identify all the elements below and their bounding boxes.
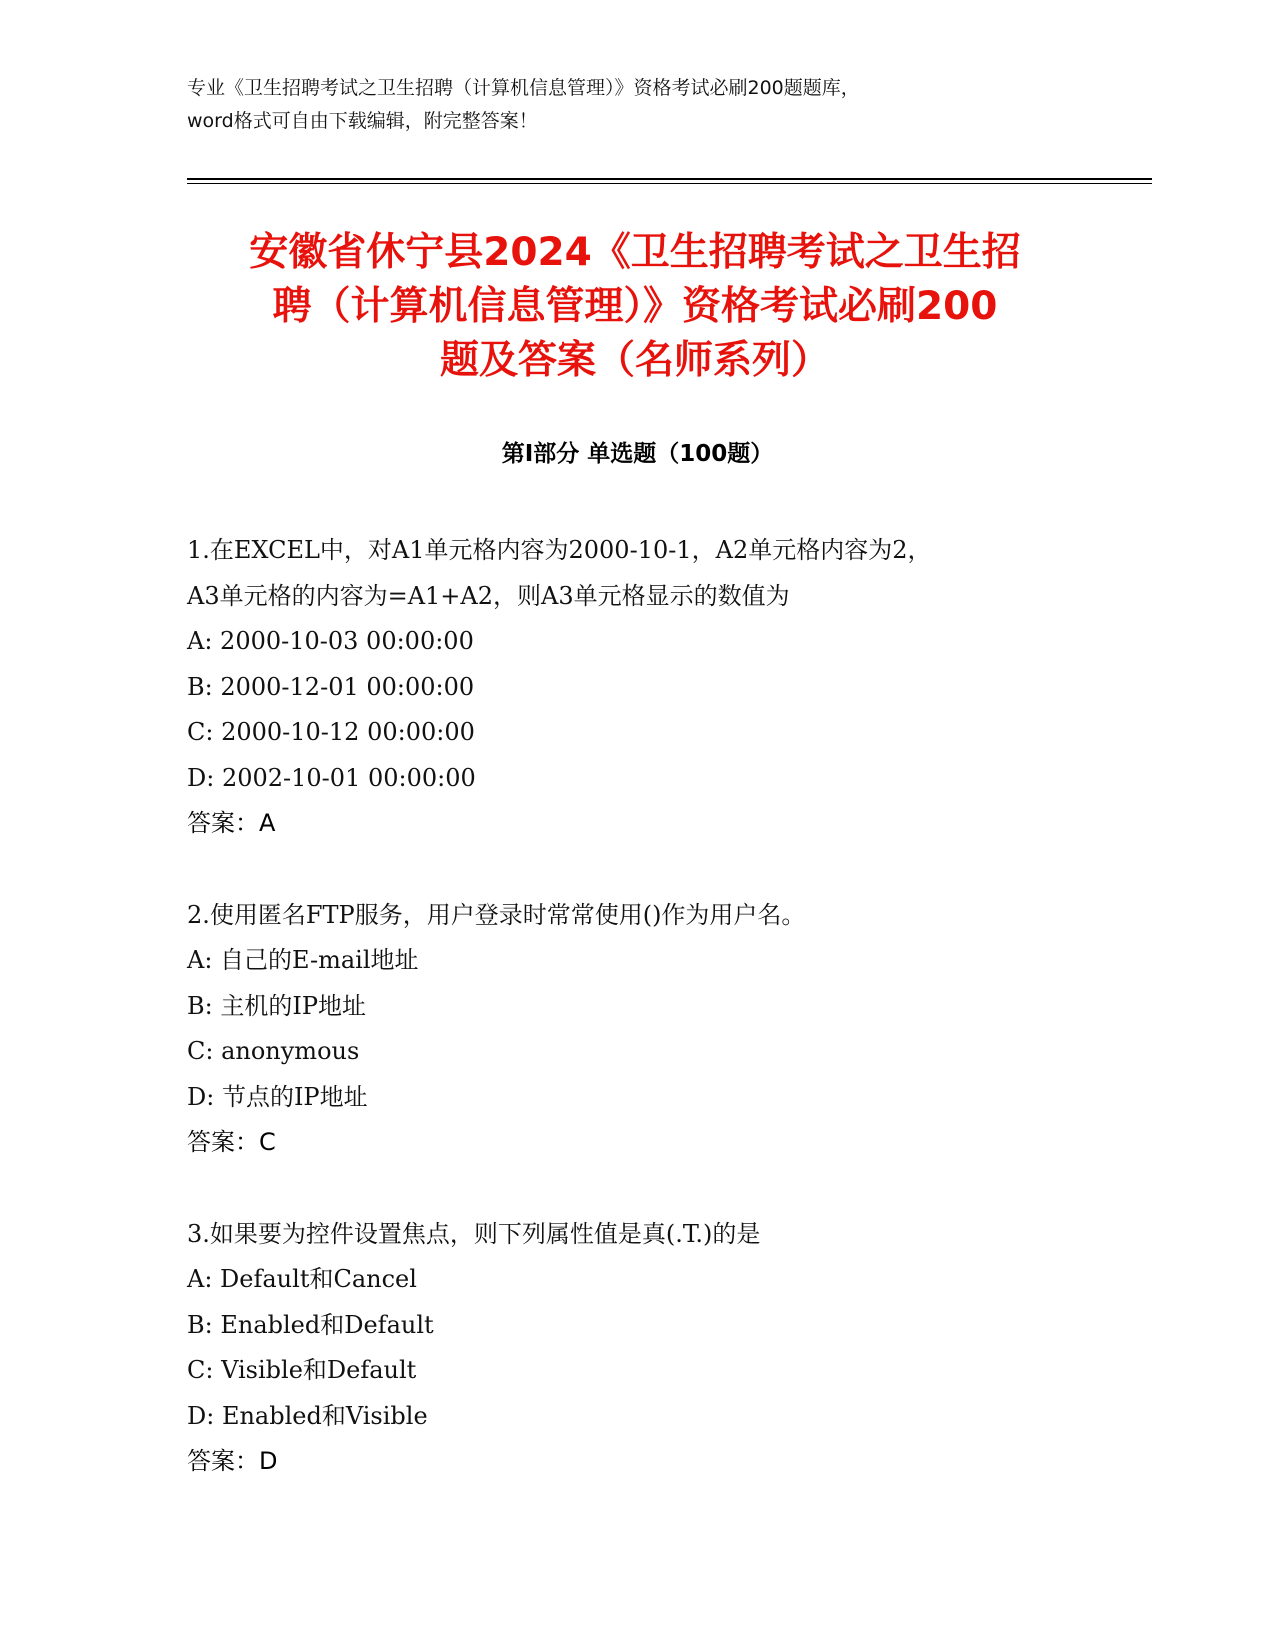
question-spacer: [187, 847, 1087, 893]
option-b: B: 主机的IP地址: [187, 991, 366, 1020]
answer-label: 答案：C: [187, 1128, 276, 1156]
title-line-2: 聘（计算机信息管理）》资格考试必刷200: [272, 284, 998, 329]
question-stem-line: A3单元格的内容为=A1+A2，则A3单元格显示的数值为: [187, 581, 790, 610]
answer-label: 答案：D: [187, 1447, 278, 1475]
title-line-3: 题及答案（名师系列）: [439, 338, 830, 383]
option-a: A: Default和Cancel: [187, 1265, 417, 1293]
title-line-1: 安徽省休宁县2024《卫生招聘考试之卫生招: [249, 230, 1021, 275]
question-list: [187, 528, 1087, 1485]
section-heading: 第Ⅰ部分 单选题（100题）: [501, 441, 774, 467]
option-d: D: 节点的IP地址: [187, 1082, 368, 1111]
question-3: [187, 1212, 1087, 1485]
question-spacer: [187, 1166, 1087, 1212]
option-c: C: Visible和Default: [187, 1356, 417, 1384]
answer-label: 答案：A: [187, 809, 276, 837]
question-1: [187, 528, 1087, 847]
option-d: D: Enabled和Visible: [187, 1401, 428, 1430]
question-2: [187, 893, 1087, 1166]
option-a: A: 2000-10-03 00:00:00: [187, 627, 474, 655]
option-d: D: 2002-10-01 00:00:00: [187, 763, 476, 792]
option-b: B: Enabled和Default: [187, 1310, 434, 1339]
header-rule-thick: [187, 178, 1152, 180]
header-rule-thin: [187, 183, 1152, 184]
question-stem-line: 2.使用匿名FTP服务，用户登录时常常使用()作为用户名。: [187, 900, 806, 929]
document-title: [180, 226, 1090, 388]
header-note: [187, 72, 1087, 138]
question-stem-line: 3.如果要为控件设置焦点，则下列属性值是真(.T.)的是: [187, 1219, 761, 1248]
option-c: C: anonymous: [187, 1037, 360, 1065]
option-b: B: 2000-12-01 00:00:00: [187, 672, 475, 701]
header-note-line-2: word格式可自由下载编辑，附完整答案！: [187, 110, 538, 132]
option-a: A: 自己的E-mail地址: [187, 946, 419, 974]
option-c: C: 2000-10-12 00:00:00: [187, 718, 475, 746]
question-stem-line: 1.在EXCEL中，对A1单元格内容为2000-10-1，A2单元格内容为2，: [187, 536, 932, 564]
header-note-line-1: 专业《卫生招聘考试之卫生招聘（计算机信息管理）》资格考试必刷200题题库，: [187, 77, 860, 99]
